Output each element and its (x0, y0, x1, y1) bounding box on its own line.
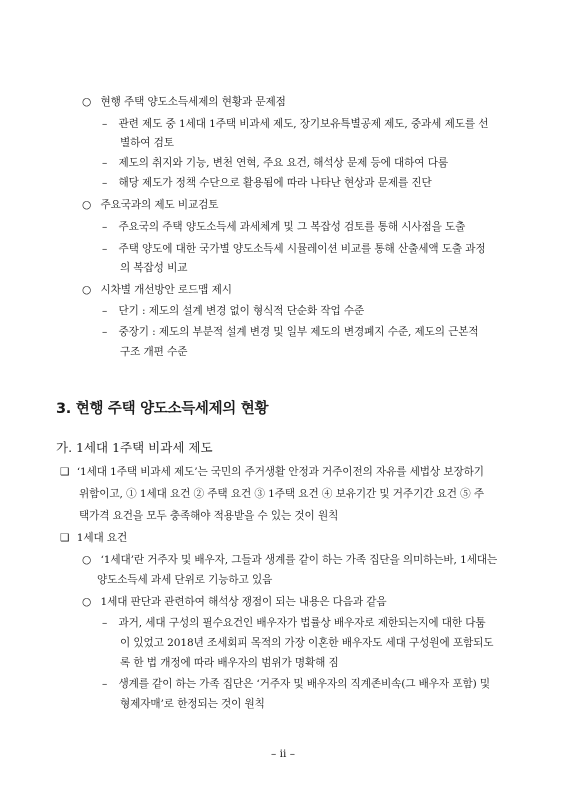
bullet-line (102, 677, 490, 691)
circle-bullet-icon: ○ (82, 284, 92, 296)
line-text: 과거, 세대 구성의 필수요건인 배우자가 법률상 배우자로 제한되는지에 대한 다툼 (118, 617, 486, 629)
dash-bullet-icon: – (102, 678, 108, 690)
line-text: 주요국과의 제도 비교검토 (100, 199, 219, 211)
continuation-line (120, 136, 174, 150)
line-text: 1세대 판단과 관련하여 해석상 쟁점이 되는 내용은 다음과 같음 (100, 596, 387, 608)
bullet-line (102, 242, 486, 256)
subsection-title: 가. 1세대 1주택 비과세 제도 (56, 440, 213, 455)
bullet-line (82, 553, 497, 567)
dash-bullet-icon: – (102, 221, 108, 233)
circle-bullet-icon: ○ (82, 554, 92, 566)
line-text: 별하여 검토 (120, 137, 174, 149)
dash-bullet-icon: – (102, 326, 108, 338)
checkbox-bullet-icon: ❑ (60, 466, 70, 478)
line-text: 제도의 취지와 기능, 변천 연혁, 주요 요건, 해석상 문제 등에 대하여 다룸 (118, 157, 448, 169)
line-text: 시차별 개선방안 로드맵 제시 (100, 284, 232, 296)
line-text: ‘1세대 1주택 비과세 제도’는 국민의 주거생활 안정과 거주이전의 자유를 세법상 보장하기 (76, 466, 484, 478)
bullet-line (60, 465, 484, 479)
line-text: 중장기 : 제도의 부분적 설계 변경 및 일부 제도의 변경폐지 수준, 제도의 근본적 (118, 326, 479, 338)
bullet-line (102, 176, 432, 190)
bullet-line (102, 616, 486, 630)
dash-bullet-icon: – (102, 118, 108, 130)
dash-bullet-icon: – (102, 157, 108, 169)
dash-bullet-icon: – (102, 243, 108, 255)
bullet-line (82, 198, 218, 212)
line-text: 1세대 요건 (76, 532, 128, 544)
bullet-line (82, 283, 232, 297)
checkbox-bullet-icon: ❑ (60, 532, 70, 544)
dash-bullet-icon: – (102, 305, 108, 317)
continuation-line (120, 261, 187, 275)
line-text: 단기 : 제도의 설계 변경 없이 형식적 단순화 작업 수준 (118, 305, 365, 317)
line-text: 록 한 법 개정에 따라 배우자의 범위가 명확해 짐 (120, 657, 339, 669)
section-title: 3. 현행 주택 양도소득세제의 현황 (56, 401, 269, 417)
continuation-line (120, 697, 265, 711)
bullet-line (102, 325, 479, 339)
line-text: 생계를 같이 하는 가족 집단은 ‘거주자 및 배우자의 직계존비속(그 배우자 포함) 및 (118, 678, 491, 690)
line-text: 현행 주택 양도소득세제의 현황과 문제점 (100, 96, 286, 108)
line-text: 택가격 요건을 모두 충족해야 적용받을 수 있는 것이 원칙 (79, 510, 339, 522)
line-text: 위함이고, ① 1세대 요건 ② 주택 요건 ③ 1주택 요건 ④ 보유기간 및 거주기간 요건 ⑤ 주 (79, 488, 485, 500)
line-text: 형제자매’로 한정되는 것이 원칙 (120, 698, 265, 710)
continuation-line (79, 487, 484, 501)
bullet-line (102, 220, 465, 234)
dash-bullet-icon: – (102, 177, 108, 189)
bullet-line (82, 595, 387, 609)
bullet-line (102, 304, 364, 318)
line-text: 양도소득세 과세 단위로 기능하고 있음 (97, 574, 273, 586)
continuation-line (79, 509, 338, 523)
bullet-line (82, 95, 286, 109)
line-text: 주택 양도에 대한 국가별 양도소득세 시뮬레이션 비교를 통해 산출세액 도출 과정 (118, 243, 486, 255)
line-text: 주요국의 주택 양도소득세 과세체계 및 그 복잡성 검토를 통해 시사점을 도출 (118, 221, 466, 233)
circle-bullet-icon: ○ (82, 199, 92, 211)
page-number: – ii – (271, 748, 295, 760)
circle-bullet-icon: ○ (82, 96, 92, 108)
bullet-line (102, 156, 448, 170)
continuation-line (120, 656, 339, 670)
line-text: 구조 개편 수준 (120, 346, 188, 358)
continuation-line (97, 573, 272, 587)
bullet-line (102, 117, 488, 131)
bullet-line (60, 531, 127, 545)
circle-bullet-icon: ○ (82, 596, 92, 608)
line-text: 의 복잡성 비교 (120, 262, 188, 274)
line-text: ‘1세대’란 거주자 및 배우자, 그들과 생계를 같이 하는 가족 집단을 의미하는바, 1세대는 (100, 554, 498, 566)
line-text: 해당 제도가 정책 수단으로 활용됨에 따라 나타난 현상과 문제를 진단 (118, 177, 432, 189)
dash-bullet-icon: – (102, 617, 108, 629)
continuation-line (120, 345, 187, 359)
line-text: 이 있었고 2018년 조세회피 목적의 가장 이혼한 배우자도 세대 구성원에 포함되도 (120, 637, 494, 649)
continuation-line (120, 636, 493, 650)
line-text: 관련 제도 중 1세대 1주택 비과세 제도, 장기보유특별공제 제도, 중과세 제도를 선 (118, 118, 489, 130)
